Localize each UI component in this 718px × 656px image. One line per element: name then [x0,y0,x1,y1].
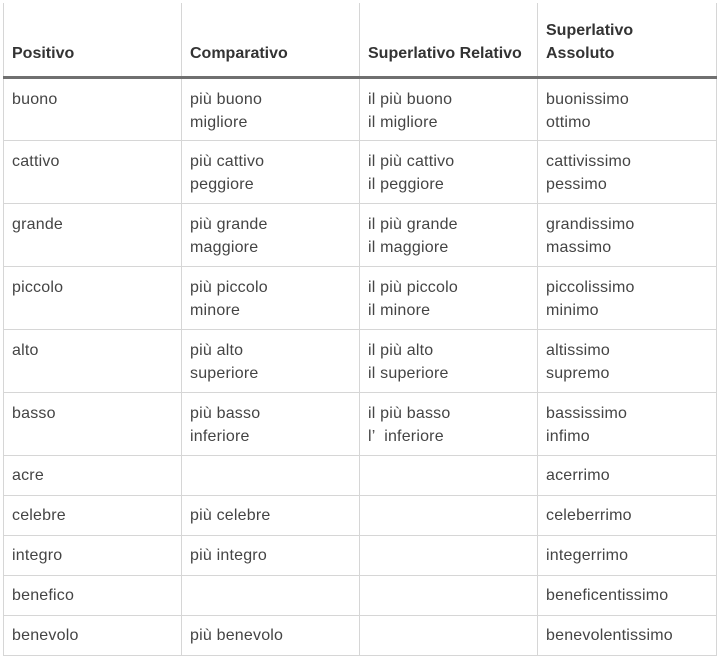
cell-relativo-line: il più buono [368,91,453,108]
cell-assoluto-line: cattivissimo [546,153,632,170]
cell-comparativo [182,536,360,576]
header-assoluto-line1: Superlativo [546,22,634,39]
table-row [4,78,717,141]
cell-relativo-line: il più piccolo [368,279,458,296]
cell-comparativo [182,330,360,393]
cell-relativo [360,204,538,267]
cell-positivo: piccolo [4,267,182,330]
cell-relativo [360,78,538,141]
cell-positivo: alto [4,330,182,393]
cell-relativo [360,330,538,393]
cell-relativo-line: il minore [368,302,431,319]
cell-relativo [360,393,538,456]
cell-relativo [360,496,538,536]
cell-comparativo [182,576,360,616]
cell-positivo: benevolo [4,616,182,656]
cell-comparativo [182,393,360,456]
cell-assoluto-line: acerrimo [546,467,610,484]
cell-assoluto-line: minimo [546,302,599,319]
cell-relativo-line: il più basso [368,405,451,422]
header-positivo: Positivo [4,3,182,78]
cell-assoluto-line: integerrimo [546,547,629,564]
cell-comparativo-line: più integro [190,547,267,564]
cell-relativo [360,267,538,330]
cell-assoluto [538,393,717,456]
cell-relativo [360,456,538,496]
table-row [4,141,717,204]
header-comparativo: Comparativo [182,3,360,78]
cell-assoluto-line: altissimo [546,342,611,359]
cell-comparativo [182,141,360,204]
cell-comparativo [182,267,360,330]
cell-relativo [360,576,538,616]
cell-comparativo-line: più buono [190,91,263,108]
cell-comparativo [182,78,360,141]
cell-assoluto [538,330,717,393]
cell-positivo: celebre [4,496,182,536]
header-row [4,3,717,78]
cell-positivo: benefico [4,576,182,616]
cell-comparativo-line: minore [190,302,241,319]
cell-assoluto [538,141,717,204]
cell-relativo [360,616,538,656]
cell-relativo-line: il più cattivo [368,153,455,170]
cell-assoluto [538,456,717,496]
cell-assoluto-line: ottimo [546,114,591,131]
cell-comparativo-line: più alto [190,342,244,359]
cell-comparativo-line: più cattivo [190,153,265,170]
cell-positivo: grande [4,204,182,267]
cell-assoluto-line: grandissimo [546,216,635,233]
cell-assoluto [538,496,717,536]
table-row [4,496,717,536]
cell-relativo-line: il più grande [368,216,458,233]
cell-comparativo [182,496,360,536]
cell-positivo: cattivo [4,141,182,204]
cell-assoluto [538,536,717,576]
cell-assoluto [538,616,717,656]
cell-assoluto-line: celeberrimo [546,507,632,524]
cell-positivo: buono [4,78,182,141]
cell-comparativo [182,204,360,267]
cell-relativo-line: il migliore [368,114,438,131]
cell-positivo: integro [4,536,182,576]
cell-positivo: basso [4,393,182,456]
header-assoluto-line2: Assoluto [546,45,615,62]
cell-relativo-line: l’ inferiore [368,428,444,445]
cell-comparativo-line: superiore [190,365,259,382]
cell-comparativo-line: più grande [190,216,268,233]
cell-assoluto-line: buonissimo [546,91,629,108]
cell-relativo-line: il maggiore [368,239,449,256]
cell-relativo [360,536,538,576]
cell-relativo-line: il superiore [368,365,449,382]
cell-assoluto-line: beneficentissimo [546,587,669,604]
cell-comparativo-line: peggiore [190,176,254,193]
cell-assoluto-line: massimo [546,239,612,256]
table-row [4,330,717,393]
cell-comparativo-line: migliore [190,114,248,131]
table-row [4,616,717,656]
table-row [4,393,717,456]
cell-comparativo [182,456,360,496]
table-row [4,576,717,616]
table-row [4,267,717,330]
table-row [4,536,717,576]
cell-comparativo-line: maggiore [190,239,259,256]
cell-comparativo-line: più basso [190,405,261,422]
cell-comparativo-line: più benevolo [190,627,284,644]
table-row [4,204,717,267]
header-superlativo-assoluto [538,3,717,78]
comparison-table [3,3,717,656]
cell-relativo-line: il più alto [368,342,434,359]
cell-comparativo [182,616,360,656]
cell-assoluto-line: piccolissimo [546,279,635,296]
cell-assoluto-line: bassissimo [546,405,628,422]
cell-relativo-line: il peggiore [368,176,445,193]
cell-comparativo-line: più celebre [190,507,271,524]
cell-assoluto [538,576,717,616]
cell-comparativo-line: più piccolo [190,279,268,296]
cell-comparativo-line: inferiore [190,428,250,445]
cell-assoluto-line: benevolentissimo [546,627,673,644]
cell-assoluto-line: pessimo [546,176,607,193]
cell-assoluto-line: supremo [546,365,610,382]
cell-assoluto-line: infimo [546,428,590,445]
header-superlativo-relativo: Superlativo Relativo [360,3,538,78]
cell-assoluto [538,204,717,267]
cell-assoluto [538,78,717,141]
cell-relativo [360,141,538,204]
table-body [4,78,717,656]
cell-positivo: acre [4,456,182,496]
table-row [4,456,717,496]
cell-assoluto [538,267,717,330]
